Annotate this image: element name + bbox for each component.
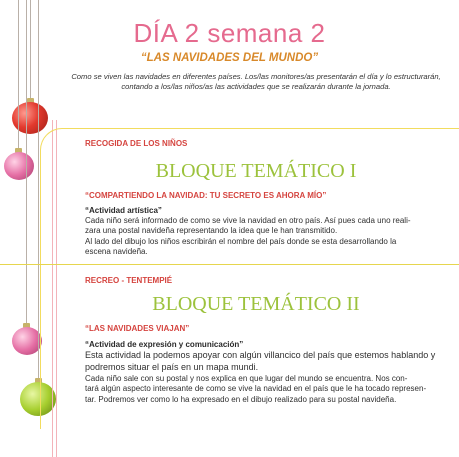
text-line: tar. Podremos ver como lo ha expresado en el dibujo realizado para su postal navideña. <box>85 394 397 404</box>
intro-text: Como se viven las navidades en diferentes países. Los/las monitores/as presentarán el día y lo estructurarán, contando a los/las niños/as las actividades que se realizarán durante la jornada. <box>71 72 441 91</box>
activity-2-text <box>85 374 447 405</box>
text-line: Esta actividad la podemos apoyar con algún villancico del país que estemos hablando y <box>85 350 436 360</box>
section-recogida: RECOGIDA DE LOS NIÑOS <box>85 139 188 148</box>
activity-1-text <box>85 216 447 258</box>
block-1-subtitle: “COMPARTIENDO LA NAVIDAD: TU SECRETO ES AHORA MÍO” <box>85 191 327 200</box>
activity-name-1: “Actividad artística” <box>85 206 162 215</box>
text-line: Cada niño será informado de como se vive la navidad en otro país. Así pues cada uno reali- <box>85 216 411 225</box>
pink-ornament-icon <box>4 152 34 180</box>
text-line: tará algún aspecto interesante de como se vive la navidad en el país que le ha tocado represen- <box>85 384 427 394</box>
block-title-2: BLOQUE TEMÁTICO II <box>152 293 360 315</box>
text-line: podremos situar el país en un mapa mundi. <box>85 361 259 372</box>
activity-2-text-large <box>85 350 447 373</box>
text-line: Cada niño sale con su postal y nos explica en que lugar del mundo se encuentra. Nos con- <box>85 374 408 383</box>
ruled-line <box>0 264 459 265</box>
activity-name-2: “Actividad de expresión y comunicación” <box>85 340 244 349</box>
block-2-subtitle: “LAS NAVIDADES VIAJAN” <box>85 324 190 333</box>
page-title: DÍA 2 semana 2 <box>133 18 326 48</box>
text-line: escena navideña. <box>85 247 148 257</box>
text-line: Al lado del dibujo los niños escribirán el nombre del país donde se esta desarrollando la <box>85 236 397 246</box>
section-recreo: RECREO - TENTEMPIÉ <box>85 276 173 285</box>
block-title-1: BLOQUE TEMÁTICO I <box>155 160 357 182</box>
ornament-string <box>30 0 31 100</box>
page-subtitle: “LAS NAVIDADES DEL MUNDO” <box>140 52 319 64</box>
text-line: zara una postal navideña representando la idea que le han transmitido. <box>85 226 338 236</box>
